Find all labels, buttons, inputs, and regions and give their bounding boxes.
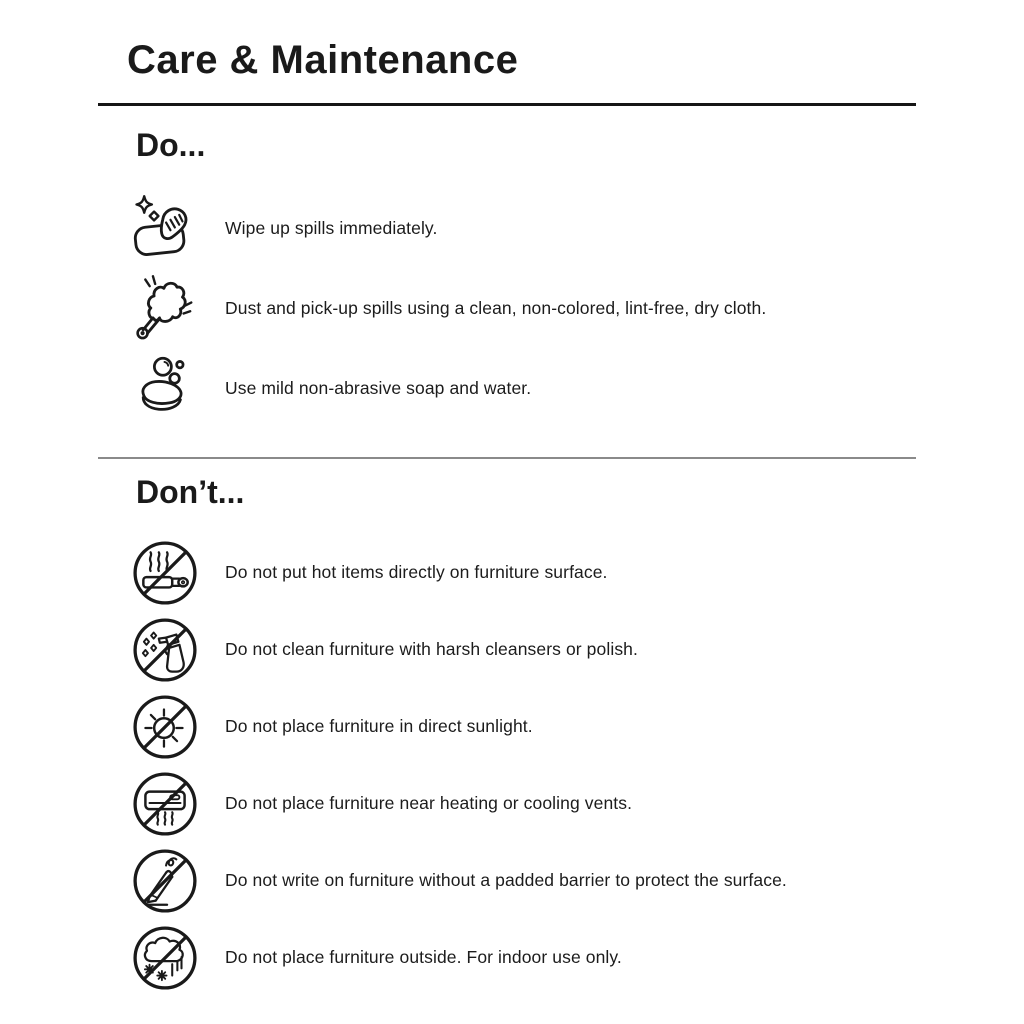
care-item-row	[130, 534, 1010, 611]
dont-list	[130, 534, 1010, 996]
feather-duster-icon	[130, 273, 200, 343]
care-item-row	[130, 268, 1010, 348]
care-item-row	[130, 842, 1010, 919]
care-item-row	[130, 348, 1010, 428]
no-outdoor-icon	[130, 925, 200, 991]
care-item-row	[130, 765, 1010, 842]
no-heating-vents-icon	[130, 771, 200, 837]
care-item-text: Do not place furniture outside. For indoor use only.	[225, 947, 622, 967]
no-direct-sunlight-icon	[130, 694, 200, 760]
page-title: Care & Maintenance	[127, 38, 519, 82]
care-item-row	[130, 919, 1010, 996]
care-item-text: Do not put hot items directly on furniture surface.	[225, 562, 608, 582]
section-heading-dont: Don’t...	[136, 474, 245, 510]
wipe-sponge-icon	[130, 193, 200, 263]
care-item-row	[130, 611, 1010, 688]
no-harsh-cleansers-icon	[130, 617, 200, 683]
no-writing-icon	[130, 848, 200, 914]
care-item-text: Do not write on furniture without a padded barrier to protect the surface.	[225, 870, 787, 890]
no-hot-items-icon	[130, 540, 200, 606]
section-heading-do: Do...	[136, 127, 206, 163]
care-item-text: Do not place furniture in direct sunlight.	[225, 716, 533, 736]
soap-bubbles-icon	[130, 354, 200, 422]
care-item-text: Wipe up spills immediately.	[225, 217, 438, 238]
care-item-row	[130, 188, 1010, 268]
care-item-text: Use mild non-abrasive soap and water.	[225, 377, 532, 398]
care-item-text: Dust and pick-up spills using a clean, non-colored, lint-free, dry cloth.	[225, 297, 767, 318]
do-list	[130, 188, 1010, 428]
care-item-text: Do not clean furniture with harsh cleansers or polish.	[225, 639, 638, 659]
divider-middle	[98, 457, 916, 459]
care-item-row	[130, 688, 1010, 765]
care-item-text: Do not place furniture near heating or cooling vents.	[225, 793, 633, 813]
divider-top	[98, 103, 916, 106]
